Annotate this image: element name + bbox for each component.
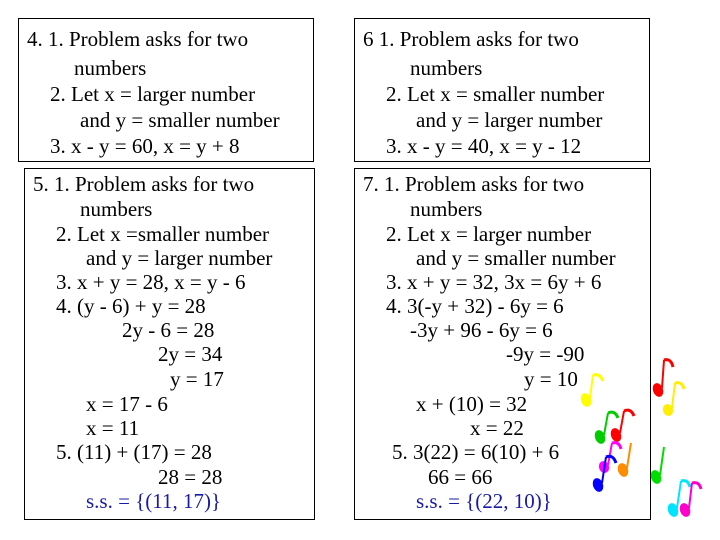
problem-7-line-10: x + (10) = 32 bbox=[416, 392, 528, 416]
problem-6-line-5: 3. x - y = 40, x = y - 12 bbox=[386, 134, 582, 158]
problem-6-line-1: 6 1. Problem asks for two bbox=[363, 27, 579, 51]
problem-4-line-4: and y = smaller number bbox=[80, 108, 280, 132]
problem-7-line-6: 4. 3(-y + 32) - 6y = 6 bbox=[386, 294, 564, 318]
problem-5-line-3: 2. Let x =smaller number bbox=[56, 222, 270, 246]
problem-5-line-13: 28 = 28 bbox=[158, 465, 223, 489]
problem-5-line-10: x = 17 - 6 bbox=[86, 392, 168, 416]
music-note-yellow-2-icon bbox=[661, 383, 684, 418]
problem-5-line-9: y = 17 bbox=[170, 367, 224, 391]
problem-5-line-5: 3. x + y = 28, x = y - 6 bbox=[56, 270, 246, 294]
music-note-red-2-icon bbox=[609, 410, 634, 443]
music-note-orange-icon bbox=[616, 443, 631, 478]
problem-7-line-5: 3. x + y = 32, 3x = 6y + 6 bbox=[386, 270, 602, 294]
problem-6-line-4: and y = larger number bbox=[416, 108, 603, 132]
problem-7-line-12: 5. 3(22) = 6(10) + 6 bbox=[392, 440, 560, 464]
problem-5-line-11: x = 11 bbox=[86, 416, 140, 440]
problem-5-line-1: 5. 1. Problem asks for two bbox=[33, 172, 255, 196]
problem-4-line-5: 3. x - y = 60, x = y + 8 bbox=[50, 134, 240, 158]
problem-7-line-7: -3y + 96 - 6y = 6 bbox=[410, 318, 553, 342]
problem-5-solution-set: s.s. = {(11, 17)} bbox=[86, 489, 222, 513]
music-note-magenta-icon bbox=[597, 443, 621, 475]
problem-5-line-7: 2y - 6 = 28 bbox=[122, 318, 215, 342]
music-note-yellow-icon bbox=[579, 375, 603, 409]
problem-7-line-4: and y = smaller number bbox=[416, 246, 616, 270]
problem-7-line-8: -9y = -90 bbox=[506, 342, 585, 366]
problem-5-box bbox=[24, 168, 315, 520]
music-notes-icon bbox=[578, 355, 720, 540]
problem-6-line-2: numbers bbox=[410, 56, 483, 80]
problem-7-line-1: 7. 1. Problem asks for two bbox=[363, 172, 585, 196]
music-note-magenta-2-icon bbox=[678, 483, 701, 519]
problem-5-line-4: and y = larger number bbox=[86, 246, 273, 270]
problem-7-solution-set: s.s. = {(22, 10)} bbox=[416, 489, 552, 513]
problem-5-line-12: 5. (11) + (17) = 28 bbox=[56, 440, 212, 464]
problem-4-box bbox=[18, 18, 314, 162]
problem-4-line-1: 4. 1. Problem asks for two bbox=[27, 27, 249, 51]
problem-7-line-11: x = 22 bbox=[470, 416, 524, 440]
problem-4-line-2: numbers bbox=[74, 56, 147, 80]
problem-5-line-8: 2y = 34 bbox=[158, 342, 223, 366]
problem-7-line-2: numbers bbox=[410, 197, 483, 221]
problem-5-line-6: 4. (y - 6) + y = 28 bbox=[56, 294, 206, 318]
music-note-green-2-icon bbox=[649, 447, 664, 485]
problem-6-box bbox=[354, 18, 650, 162]
problem-7-line-9: y = 10 bbox=[524, 367, 578, 391]
problem-6-line-3: 2. Let x = smaller number bbox=[386, 82, 605, 106]
problem-7-line-13: 66 = 66 bbox=[428, 465, 493, 489]
problem-4-line-3: 2. Let x = larger number bbox=[50, 82, 256, 106]
problem-5-line-2: numbers bbox=[80, 197, 153, 221]
problem-7-line-3: 2. Let x = larger number bbox=[386, 222, 592, 246]
music-note-red-icon bbox=[651, 360, 673, 399]
